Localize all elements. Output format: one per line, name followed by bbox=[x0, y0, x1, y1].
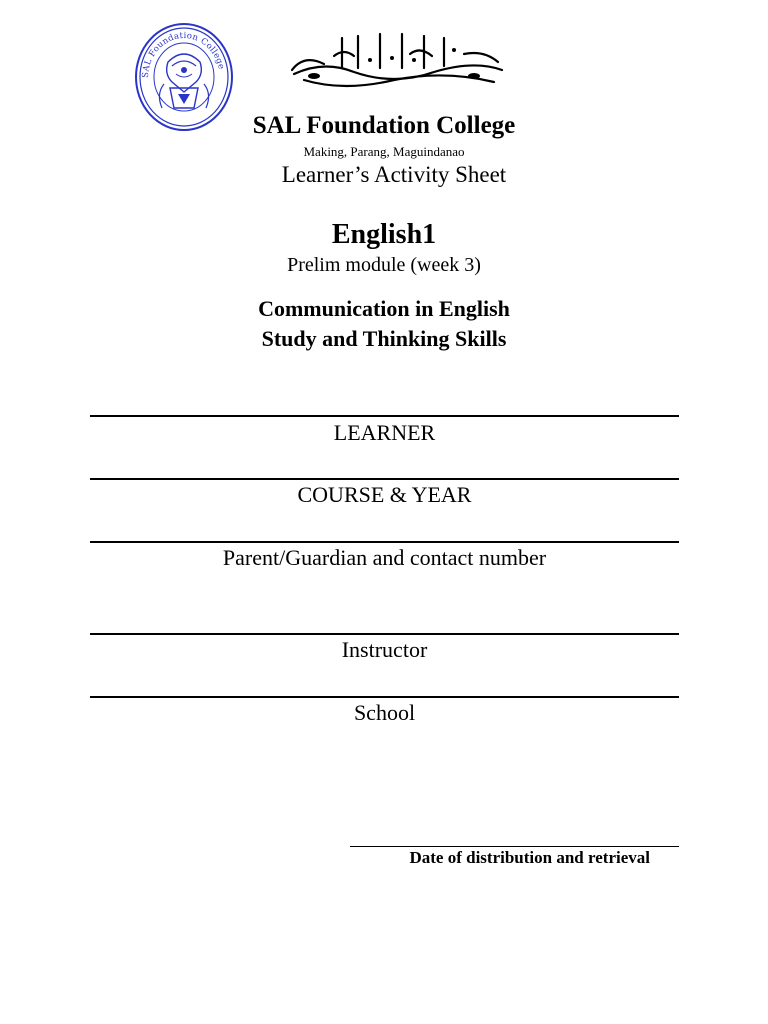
college-address: Making, Parang, Maguindanao bbox=[303, 144, 465, 159]
learner-line[interactable] bbox=[90, 415, 679, 417]
school-line[interactable] bbox=[90, 696, 679, 698]
sheet-title: Learner’s Activity Sheet bbox=[281, 162, 507, 187]
date-label: Date of distribution and retrieval bbox=[409, 848, 650, 867]
calligraphy-ornament bbox=[284, 30, 508, 90]
topic-line-1: Communication in English bbox=[258, 296, 510, 321]
college-name: SAL Foundation College bbox=[252, 112, 516, 139]
course-year-line[interactable] bbox=[90, 478, 679, 480]
learner-label: LEARNER bbox=[333, 420, 436, 445]
seal-text: SAL Foundation College bbox=[140, 30, 227, 79]
parent-guardian-label: Parent/Guardian and contact number bbox=[222, 545, 547, 570]
subject-title: English1 bbox=[331, 219, 437, 250]
course-year-label: COURSE & YEAR bbox=[297, 482, 472, 507]
school-label: School bbox=[353, 700, 416, 725]
date-line[interactable] bbox=[350, 846, 679, 847]
module-label: Prelim module (week 3) bbox=[287, 254, 481, 276]
instructor-line[interactable] bbox=[90, 633, 679, 635]
parent-guardian-line[interactable] bbox=[90, 541, 679, 543]
topic-line-2: Study and Thinking Skills bbox=[261, 326, 507, 351]
instructor-label: Instructor bbox=[341, 637, 428, 662]
